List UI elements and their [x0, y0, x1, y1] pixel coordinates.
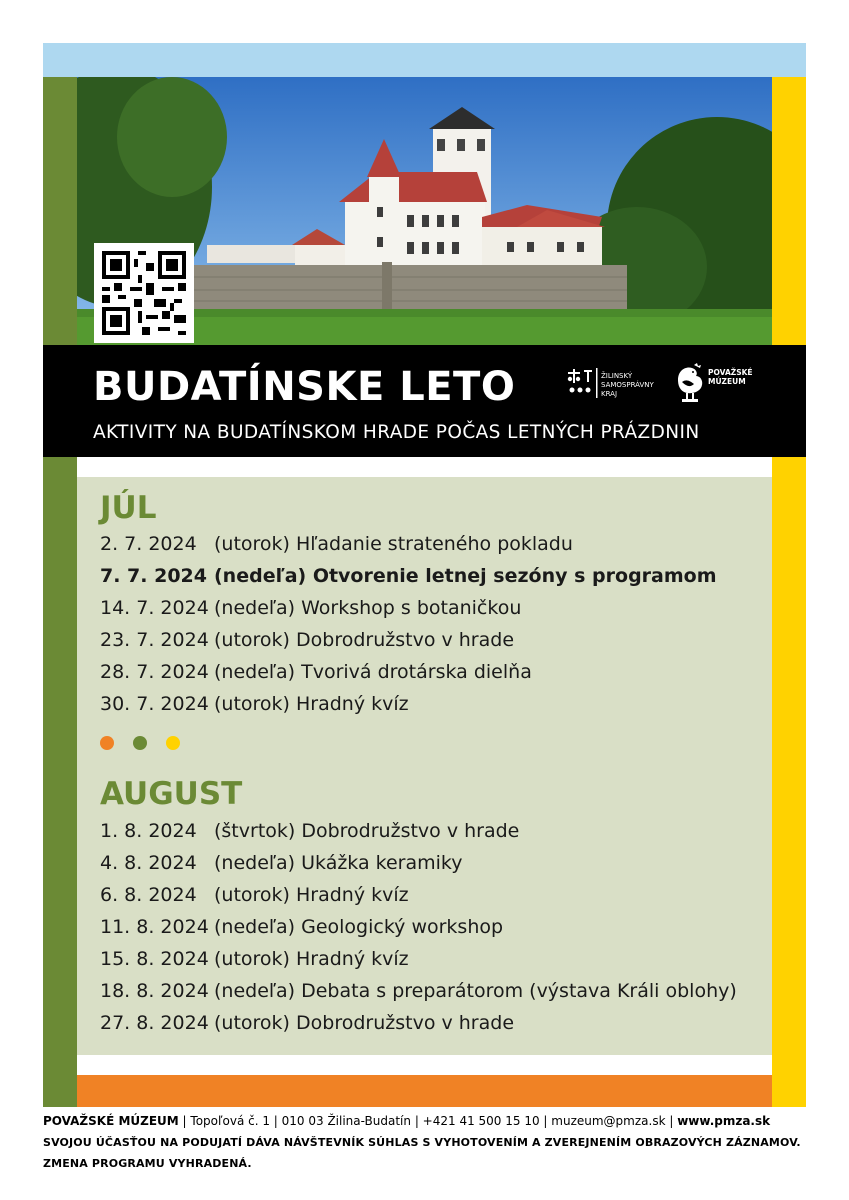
- event-date: 7. 7. 2024: [100, 565, 207, 587]
- separator-dot-orange: [100, 736, 114, 750]
- event-row: [100, 948, 409, 970]
- footer-consent-notice: SVOJOU ÚČASŤOU NA PODUJATÍ DÁVA NÁVŠTEVNÍK SÚHLAS S VYHOTOVENÍM A ZVEREJNENÍM OBRAZOVÝCH ZÁZNAMOV.: [43, 1136, 801, 1149]
- event-date: 2. 7. 2024: [100, 533, 197, 555]
- event-title: (nedeľa) Geologický workshop: [214, 916, 504, 938]
- left-color-band: [43, 77, 77, 1107]
- event-title: (utorok) Dobrodružstvo v hrade: [214, 1012, 515, 1034]
- event-date: 18. 8. 2024: [100, 980, 209, 1002]
- event-row: [100, 661, 532, 683]
- event-row: [100, 693, 409, 715]
- event-date: 14. 7. 2024: [100, 597, 209, 619]
- event-title: (utorok) Dobrodružstvo v hrade: [214, 629, 515, 651]
- event-row: [100, 916, 503, 938]
- event-date: 23. 7. 2024: [100, 629, 209, 651]
- poster-title: BUDATÍNSKE LETO: [93, 364, 516, 410]
- event-title: (utorok) Hradný kvíz: [214, 884, 409, 906]
- event-title: (utorok) Hľadanie strateného pokladu: [214, 533, 573, 555]
- event-row: [100, 565, 717, 587]
- event-row: [100, 533, 573, 555]
- zsk-logo: [566, 366, 656, 406]
- poster-subtitle: AKTIVITY NA BUDATÍNSKOM HRADE POČAS LETNÝCH PRÁZDNIN: [93, 422, 700, 443]
- event-date: 15. 8. 2024: [100, 948, 209, 970]
- event-date: 28. 7. 2024: [100, 661, 209, 683]
- footer-city: 010 03 Žilina-Budatín: [281, 1114, 411, 1128]
- top-color-band: [43, 43, 806, 77]
- month-heading-august: AUGUST: [100, 776, 243, 812]
- event-date: 27. 8. 2024: [100, 1012, 209, 1034]
- right-color-band: [772, 77, 806, 1107]
- event-row: [100, 884, 409, 906]
- event-title: (nedeľa) Debata s preparátorom (výstava Králi oblohy): [214, 980, 737, 1002]
- separator-dot-yellow: [166, 736, 180, 750]
- event-title: (nedeľa) Workshop s botaničkou: [214, 597, 522, 619]
- event-title: (štvrtok) Dobrodružstvo v hrade: [214, 820, 520, 842]
- footer-contact-line: POVAŽSKÉ MÚZEUM | Topoľová č. 1 | 010 03 Žilina-Budatín | +421 41 500 15 10 | muzeum@pmza.sk | www.pmza.sk: [43, 1114, 771, 1128]
- event-title: (nedeľa) Otvorenie letnej sezóny s programom: [214, 565, 717, 587]
- footer-org: POVAŽSKÉ MÚZEUM: [43, 1114, 179, 1128]
- event-date: 30. 7. 2024: [100, 693, 209, 715]
- povazske-muzeum-logo: [672, 362, 762, 410]
- event-title: (utorok) Hradný kvíz: [214, 693, 409, 715]
- event-row: [100, 980, 737, 1002]
- event-title: (nedeľa) Tvorivá drotárska dielňa: [214, 661, 532, 683]
- event-row: [100, 820, 519, 842]
- event-row: [100, 597, 521, 619]
- month-heading-jul: JÚL: [100, 490, 157, 526]
- pmza-text-2: MÚZEUM: [708, 377, 746, 386]
- pmza-text-1: POVAŽSKÉ: [708, 368, 753, 377]
- zsk-text-3: KRAJ: [601, 390, 618, 398]
- event-row: [100, 1012, 514, 1034]
- footer-website-link[interactable]: www.pmza.sk: [677, 1114, 771, 1128]
- event-date: 11. 8. 2024: [100, 916, 209, 938]
- footer-email[interactable]: muzeum@pmza.sk: [551, 1114, 666, 1128]
- event-title: (utorok) Hradný kvíz: [214, 948, 409, 970]
- event-title: (nedeľa) Ukážka keramiky: [214, 852, 463, 874]
- footer-address: Topoľová č. 1: [190, 1114, 270, 1128]
- event-date: 1. 8. 2024: [100, 820, 197, 842]
- footer-change-note: ZMENA PROGRAMU VYHRADENÁ.: [43, 1157, 252, 1170]
- event-date: 6. 8. 2024: [100, 884, 197, 906]
- zsk-text-1: ŽILINSKÝ: [601, 372, 633, 380]
- zsk-text-2: SAMOSPRÁVNY: [601, 381, 654, 389]
- event-row: [100, 852, 462, 874]
- separator-dot-green: [133, 736, 147, 750]
- footer-phone[interactable]: +421 41 500 15 10: [422, 1114, 540, 1128]
- event-date: 4. 8. 2024: [100, 852, 197, 874]
- bottom-color-band: [77, 1075, 772, 1107]
- qr-code[interactable]: [94, 243, 194, 343]
- event-row: [100, 629, 514, 651]
